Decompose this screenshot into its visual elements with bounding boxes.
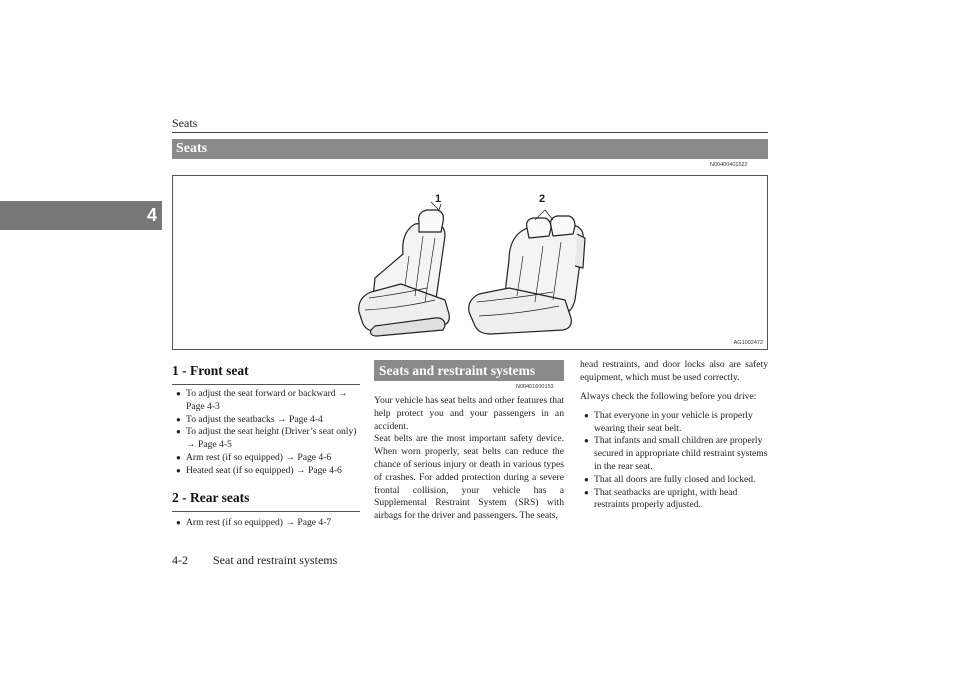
front-seat-list (176, 388, 362, 478)
list-item: ● Heated seat (if so equipped) → Page 4-6 (176, 465, 362, 478)
figure-code: AG1002472 (733, 340, 763, 346)
list-item: ● Arm rest (if so equipped) → Page 4-6 (176, 452, 362, 465)
footer-chapter-title: Seat and restraint systems (213, 553, 338, 567)
page-ref-link[interactable]: → Page 4-6 (285, 451, 332, 463)
page-ref-link[interactable]: → Page 4-7 (285, 517, 332, 528)
restraint-section-title: Seats and restraint systems (374, 360, 564, 381)
rear-seats-list (176, 517, 362, 530)
seat-belt-paragraph: Seat belts are the most important safety device. When worn properly, seat belts can reduce the chance of serious injury or death in various types of crashes. For added protection during a severe frontal collision, your vehicle has a Supplemental Restraint System (SRS) with airbags for the driver and passengers. The seats, (374, 433, 564, 522)
page-ref-link[interactable]: → Page 4-4 (276, 413, 323, 425)
list-item: ● To adjust the seatbacks → Page 4-4 (176, 414, 362, 427)
rear-seats-rule (172, 511, 360, 512)
header-rule (172, 132, 768, 133)
section-code: N00400401522 (710, 162, 748, 168)
restraint-section-code: N00401600153 (516, 384, 554, 390)
rear-seats-heading: 2 - Rear seats (172, 490, 250, 505)
chapter-tab[interactable]: 4 (0, 201, 162, 230)
pre-drive-checklist (580, 391, 768, 512)
checklist (584, 410, 768, 512)
callout-2: 2 (539, 193, 546, 205)
list-item: ● To adjust the seat height (Driver’s seat only) → Page 4-5 (176, 426, 362, 452)
list-item: ● That all doors are fully closed and locked. (584, 474, 768, 487)
seat-belt-paragraph-continued: head restraints, and door locks also are safety equipment, which must be used correctly. (580, 359, 768, 383)
section-title: Seats (172, 139, 768, 159)
running-header: Seats (172, 116, 198, 130)
seats-illustration (172, 175, 768, 350)
page-ref-link[interactable]: → Page 4-3 (186, 388, 348, 412)
list-item: ● Arm rest (if so equipped) → Page 4-7 (176, 517, 362, 530)
front-seat-rule (172, 384, 360, 385)
checklist-intro: Always check the following before you drive: (580, 391, 757, 402)
page-number: 4-2 (172, 553, 188, 567)
list-item: ● That everyone in your vehicle is properly wearing their seat belt. (584, 410, 768, 436)
page-ref-link[interactable]: → Page 4-6 (296, 464, 342, 476)
seats-drawing (173, 176, 767, 349)
page-ref-link[interactable]: → Page 4-5 (186, 439, 232, 451)
list-item: ● That infants and small children are properly secured in appropriate child restraint systems in the rear seat. (584, 435, 768, 473)
rear-seat-graphic (469, 210, 585, 334)
list-item: ● To adjust the seat forward or backward → Page 4-3 (176, 388, 362, 414)
list-item: ● That seatbacks are upright, with head restraints properly adjusted. (584, 487, 768, 513)
callout-1: 1 (435, 193, 442, 205)
front-seat-graphic (359, 202, 450, 336)
front-seat-heading: 1 - Front seat (172, 363, 249, 378)
intro-paragraph: Your vehicle has seat belts and other features that help protect you and your passengers in an accident. (374, 395, 564, 432)
restraint-body (374, 395, 564, 523)
